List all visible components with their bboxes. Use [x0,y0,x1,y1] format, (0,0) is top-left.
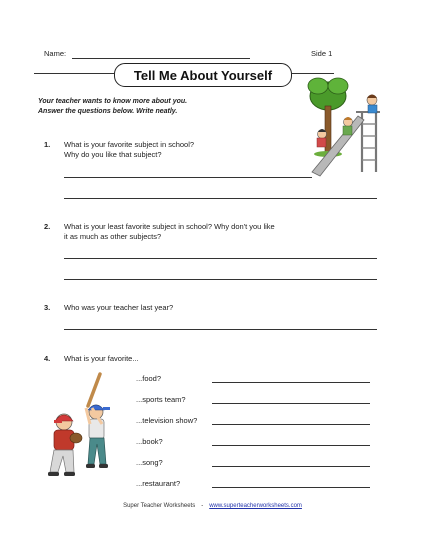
question-3-text: Who was your teacher last year? [64,303,174,312]
favorite-team-label: ...sports team? [136,395,186,404]
answer-line[interactable] [64,198,377,199]
favorite-book-line[interactable] [212,445,370,446]
question-3-number: 3. [44,303,51,312]
intro-line-2: Answer the questions below. Write neatly. [38,108,178,115]
favorite-food-label: ...food? [136,374,162,383]
playground-slide-clipart-icon [306,72,392,182]
answer-line[interactable] [64,258,377,259]
question-4-number: 4. [44,354,51,363]
favorite-tv-label: ...television show? [136,416,198,425]
answer-line[interactable] [64,177,312,178]
favorite-song-line[interactable] [212,466,370,467]
footer-website-link[interactable]: www.superteacherworksheets.com [209,503,302,509]
favorite-book-label: ...book? [136,437,163,446]
favorite-restaurant-label: ...restaurant? [136,479,181,488]
title-rule-left [34,73,114,74]
intro-instructions [38,97,187,117]
favorite-tv-line[interactable] [212,424,370,425]
footer-separator: - [201,503,204,509]
baseball-kids-clipart-icon [44,372,130,484]
favorite-food-line[interactable] [212,382,370,383]
answer-line[interactable] [64,279,377,280]
favorite-song-label: ...song? [136,458,163,467]
question-2-number: 2. [44,222,51,231]
question-2-text: What is your least favorite subject in school? Why don't you like it as much as other subjects? [64,222,275,241]
question-4-text: What is your favorite... [64,354,139,363]
question-1-number: 1. [44,140,51,149]
name-label: Name: [44,49,67,58]
intro-line-1: Your teacher wants to know more about you. [38,98,188,105]
favorite-restaurant-line[interactable] [212,487,370,488]
question-1-text: What is your favorite subject in school? Why do you like that subject? [64,140,195,159]
side-label: Side 1 [311,49,333,58]
name-field-line[interactable] [72,58,250,59]
page-footer [0,503,425,509]
favorite-team-line[interactable] [212,403,370,404]
answer-line[interactable] [64,329,377,330]
page-title: Tell Me About Yourself [114,63,292,87]
footer-site-name: Super Teacher Worksheets [123,503,196,509]
